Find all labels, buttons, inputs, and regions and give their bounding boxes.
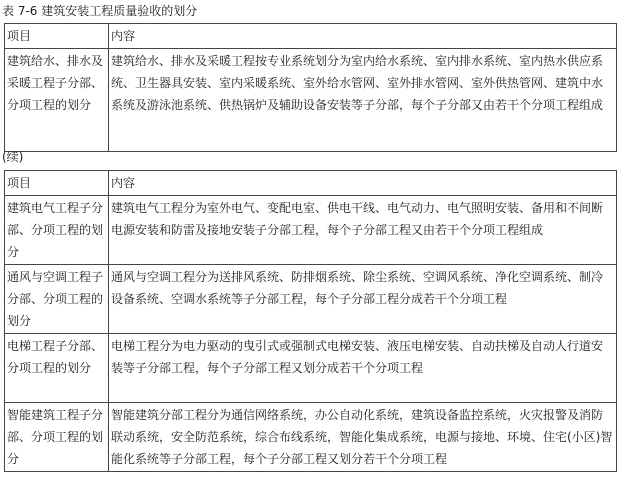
table-row xyxy=(5,49,617,152)
table-header-row xyxy=(5,24,617,49)
row-item: 通风与空调工程子分部、分项工程的划分 xyxy=(5,265,109,334)
row-item: 智能建筑工程子分部、分项工程的划分 xyxy=(5,403,109,472)
header-item: 项目 xyxy=(5,171,109,196)
row-content: 智能建筑分部工程分为通信网络系统，办公自动化系统，建筑设备监控系统，火灾报警及消防联动系统，安全防范系统，综合布线系统，智能化集成系统，电源与接地、环境、住宅(小区)智能化系统等子分部工程，每个子分部工程又划分若干个分项工程 xyxy=(109,403,617,472)
row-item: 电梯工程子分部、分项工程的划分 xyxy=(5,334,109,403)
table-header-row xyxy=(5,171,617,196)
header-content: 内容 xyxy=(109,171,617,196)
row-content: 建筑电气工程分为室外电气、变配电室、供电干线、电气动力、电气照明安装、备用和不间断电源安装和防雷及接地安装子分部工程，每个子分部工程又由若干个分项工程组成 xyxy=(109,196,617,265)
row-content: 建筑给水、排水及采暖工程按专业系统划分为室内给水系统、室内排水系统、室内热水供应系统、卫生器具安装、室内采暖系统、室外给水管网、室外排水管网、室外供热管网、建筑中水系统及游泳池系统、供热锅炉及辅助设备安装等子分部，每个子分部又由若干个分项工程组成 xyxy=(109,49,617,152)
table-caption: 表 7-6 建筑安装工程质量验收的划分 xyxy=(2,4,198,18)
header-item: 项目 xyxy=(5,24,109,49)
acceptance-division-table-continued xyxy=(4,170,617,472)
header-content: 内容 xyxy=(109,24,617,49)
table-row xyxy=(5,403,617,472)
continued-label: (续) xyxy=(2,150,24,164)
row-item: 建筑电气工程子分部、分项工程的划分 xyxy=(5,196,109,265)
acceptance-division-table xyxy=(4,23,617,152)
row-content: 电梯工程分为电力驱动的曳引式或强制式电梯安装、液压电梯安装、自动扶梯及自动人行道安装等子分部工程，每个子分部工程又划分成若干个分项工程 xyxy=(109,334,617,403)
table-row xyxy=(5,196,617,265)
row-item: 建筑给水、排水及采暖工程子分部、分项工程的划分 xyxy=(5,49,109,152)
table-row xyxy=(5,334,617,403)
table-row xyxy=(5,265,617,334)
row-content: 通风与空调工程分为送排风系统、防排烟系统、除尘系统、空调风系统、净化空调系统、制冷设备系统、空调水系统等子分部工程，每个子分部工程分成若干个分项工程 xyxy=(109,265,617,334)
